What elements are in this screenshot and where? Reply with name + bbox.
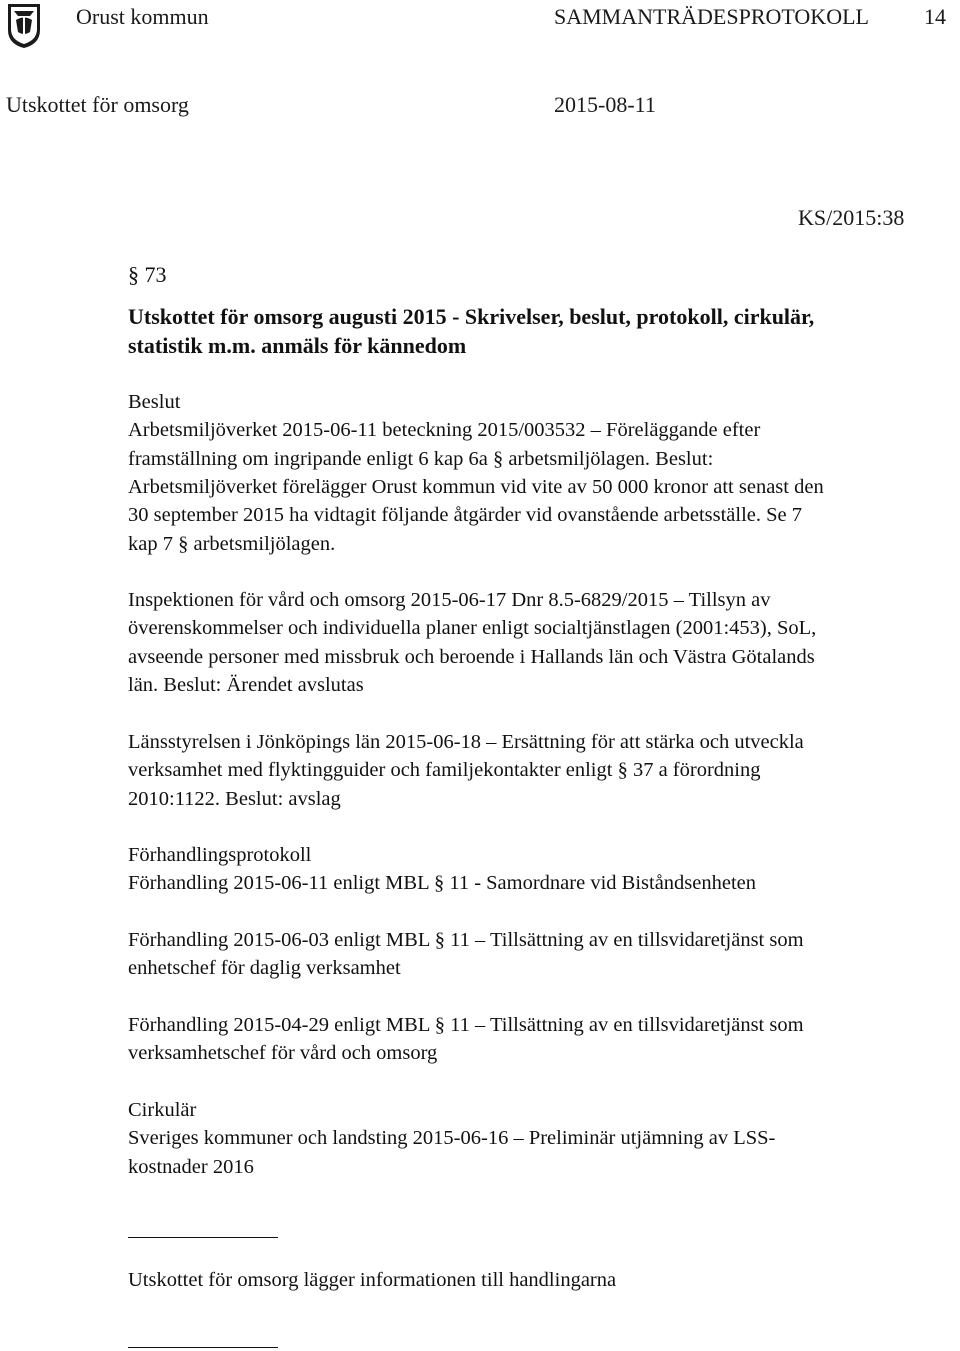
section-title-line-1: Utskottet för omsorg augusti 2015 - Skrivelser, beslut, protokoll, cirkulär, — [128, 304, 815, 329]
forhandling-heading: Förhandlingsprotokoll — [128, 844, 312, 866]
separator-line-top — [128, 1237, 278, 1238]
document-type: SAMMANTRÄDESPROTOKOLL — [554, 4, 869, 29]
municipality-logo — [6, 2, 42, 50]
section-symbol: § — [617, 759, 628, 781]
ivo-line-2: överenskommelser och individuella planer enligt socialtjänstlagen (2001:453), SoL, — [128, 617, 817, 639]
section-symbol: § — [492, 448, 504, 470]
lansstyrelsen-line-2: verksamhet med flyktingguider och familjekontakter enligt § 37 a förordning — [128, 759, 761, 781]
forhandling-item-3: Förhandling 2015-04-29 enligt MBL § 11 – Tillsättning av en tillsvidaretjänst som — [128, 1014, 804, 1036]
cirkular-line-1: Sveriges kommuner och landsting 2015-06-16 – Preliminär utjämning av LSS- — [128, 1127, 776, 1149]
beslut-heading: Beslut — [128, 391, 181, 413]
forhandling-item-2: Förhandling 2015-06-03 enligt MBL § 11 – Tillsättning av en tillsvidaretjänst som — [128, 929, 804, 951]
ivo-line-1: Inspektionen för vård och omsorg 2015-06-17 Dnr 8.5-6829/2015 – Tillsyn av — [128, 589, 771, 611]
forhandling-item-2-cont: enhetschef för daglig verksamhet — [128, 957, 401, 979]
section-symbol: § — [178, 533, 189, 555]
beslut-line-2: framställning om ingripande enligt 6 kap 6a § arbetsmiljölagen. Beslut: — [128, 448, 714, 470]
case-number: KS/2015:38 — [798, 205, 905, 230]
beslut-line-1: Arbetsmiljöverket 2015-06-11 beteckning 2015/003532 – Föreläggande efter — [128, 419, 761, 441]
section-symbol: § — [433, 872, 445, 894]
beslut-line-4: 30 september 2015 ha vidtagit följande åtgärder vid ovanstående arbetsställe. Se 7 — [128, 504, 803, 526]
committee-name: Utskottet för omsorg — [6, 92, 189, 117]
separator-line-bottom — [128, 1347, 278, 1348]
page-number: 14 — [924, 4, 946, 29]
ivo-line-3: avseende personer med missbruk och beroende i Hallands län och Västra Götalands — [128, 646, 815, 668]
meeting-date: 2015-08-11 — [554, 92, 656, 117]
section-title-line-2: statistik m.m. anmäls för kännedom — [128, 333, 467, 358]
municipality-name: Orust kommun — [76, 4, 209, 29]
section-symbol: § — [434, 929, 445, 951]
forhandling-item-3-cont: verksamhetschef för vård och omsorg — [128, 1042, 438, 1064]
beslut-line-3: Arbetsmiljöverket förelägger Orust kommun vid vite av 50 000 kronor att senast den — [128, 476, 824, 498]
forhandling-item-1: Förhandling 2015-06-11 enligt MBL § 11 - Samordnare vid Biståndsenheten — [128, 872, 757, 894]
section-symbol: § — [128, 262, 139, 287]
cirkular-line-2: kostnader 2016 — [128, 1156, 254, 1178]
section-symbol: § — [434, 1014, 445, 1036]
paragraph-number: § 73 — [128, 262, 167, 287]
beslut-line-5: kap 7 § arbetsmiljölagen. — [128, 533, 336, 555]
decision-text: Utskottet för omsorg lägger informationen till handlingarna — [128, 1269, 617, 1291]
ivo-line-4: län. Beslut: Ärendet avslutas — [128, 674, 364, 696]
lansstyrelsen-line-1: Länsstyrelsen i Jönköpings län 2015-06-18 – Ersättning för att stärka och utveckla — [128, 731, 804, 753]
cirkular-heading: Cirkulär — [128, 1099, 197, 1121]
lansstyrelsen-line-3: 2010:1122. Beslut: avslag — [128, 788, 341, 810]
